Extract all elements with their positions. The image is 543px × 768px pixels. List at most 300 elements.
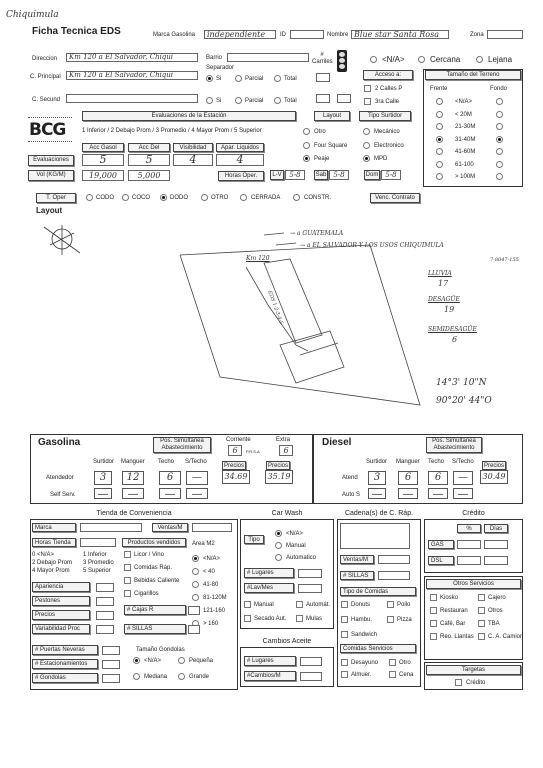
cw-manual-radio[interactable] [275,542,282,549]
targetas-title: Targetas [426,665,521,675]
dsl-auto-manguer[interactable]: — [398,488,418,499]
gond-pequena-radio[interactable] [178,657,185,664]
otros-label: Café, Bar [440,621,466,627]
dsl-surtidor-val[interactable]: 3 [368,471,386,485]
credito-gas-pct[interactable] [457,540,481,549]
area-radio[interactable] [192,568,199,575]
oper-dodo-label: DODO [170,195,188,201]
hambu-check[interactable] [341,616,348,623]
zona-label: Zona [470,32,484,38]
tipo-surtidor-button[interactable]: Tipo Surtidor [359,111,411,121]
gond-grande-label: Grande [189,674,210,680]
sep-parcial-label: Parcial [245,76,264,82]
otros-check[interactable] [478,620,485,627]
cw-na-label: <N/A> [286,531,304,537]
sketch-note-guatemala: → a GUATEMALA [290,230,344,237]
dsl-atend-label: Atend [342,475,358,481]
gas-precios1-header: Precios [223,463,244,469]
dsl-auto-surtidor[interactable]: — [368,488,386,499]
tienda-cajas-field[interactable] [188,606,200,615]
area-label: 41-80 [203,582,219,588]
frente-label: Frente [430,86,448,92]
credito-dsl-dias[interactable] [484,556,508,565]
dom-label: Dom [365,172,379,178]
sep2-total-label: Total [284,98,297,104]
hambu-label: Hambu. [351,617,373,623]
scale-2: 2 Debajo Prom [32,560,73,566]
otros-check[interactable] [430,607,437,614]
oper-otro-radio[interactable] [201,194,208,201]
oper-cerrada-radio[interactable] [240,194,247,201]
vol-gasol[interactable]: 19,000 [82,170,124,181]
sketch-pumps: EDS 1-2-3-4-5 [266,290,285,326]
cw-auto-radio[interactable] [275,554,282,561]
dsl-precios-header: Precios [483,463,504,469]
cw-lavmes-label: #Lav/Mes [244,583,294,593]
oper-coco-label: COCO [132,195,150,201]
sketch-coord-lat: 14°3' 10"N [436,378,487,388]
tienda-row-label: Variabilidad Proc [32,624,90,634]
venc-contrato-button[interactable]: Venc. Contrato [370,193,420,203]
gasolina-extra-label: Extra [276,437,291,443]
tienda-estac-field[interactable] [102,660,120,669]
gas-atendedor-label: Atendedor [46,475,74,481]
tienda-row-field[interactable] [96,597,114,606]
frente-radio[interactable] [436,161,443,168]
dsl-auto-stecho[interactable]: — [453,488,473,499]
credito-title: Crédito [424,509,523,520]
layout-label: Layout [36,206,63,215]
producto-label: Licor / Vino [134,552,164,558]
credito-dias-header: Días [484,524,508,533]
cadena-tipo-label: Tipo de Comidas [340,587,416,596]
tipo-otro-label: Otro [314,129,326,135]
gas-manguer-header: Manguer [121,459,145,465]
tienda-title: Tienda de Conveniencia [30,509,238,520]
tercera-calle-check[interactable] [364,98,371,105]
gas-precio2-val[interactable]: 35.19 [265,470,293,484]
cambios-title: Cambios Aceite [240,637,334,648]
carriles-label: # Carriles [312,52,333,65]
cw-secado-check-label: Secado Aut. [254,616,287,622]
tienda-tam-gond-label: Tamaño Gondolas [136,647,185,653]
tienda-marca-field[interactable] [80,523,142,532]
gasolina-pos: Pos. Simultanea Abastecimiento [153,437,211,453]
tienda-row-field[interactable] [96,625,114,634]
tienda-horas-label: Horas Tienda [32,538,76,547]
dos-calles-check[interactable] [364,85,371,92]
otros-check[interactable] [478,594,485,601]
gas-precios2-header: Precios [267,463,288,469]
scale-5: 5 Superior [83,568,111,574]
sep-total-radio[interactable] [274,75,281,82]
vol-del[interactable]: 5,000 [128,170,170,181]
pollo-check[interactable] [387,601,394,608]
sketch-desague-n: 19 [444,305,455,314]
visibilidad-header: Visibilidad [173,143,213,152]
vol-label: Vol (KG/M) [28,170,74,181]
fondo-radio[interactable] [496,111,503,118]
credito-gas-dias[interactable] [484,540,508,549]
sab-label: Sab [315,172,327,178]
terreno-title: Tamaño del Terreno [425,70,521,80]
desayuno-check[interactable] [341,659,348,666]
principal-field[interactable]: Km 120 a El Salvador, Chiqui [66,71,198,80]
oper-dodo-radio[interactable] [160,194,167,201]
terreno-size-label: 41-60M [455,149,476,155]
fondo-radio[interactable] [496,148,503,155]
dsl-auto-label: Auto S [342,492,361,498]
terreno-size-label: 61-100 [455,161,474,168]
tipo-peaje-radio[interactable] [303,155,310,162]
carriles3-field[interactable] [337,94,351,103]
sketch-semi-n: 6 [452,335,458,344]
tipo-otro-radio[interactable] [303,128,310,135]
gas-self-label: Self Serv. [50,492,76,498]
evaluaciones-row-label: Evaluaciones [28,155,74,166]
producto-label: Cigarillos [134,591,159,597]
carriles-field[interactable] [316,73,330,82]
surtidor-electronico-radio[interactable] [363,142,370,149]
area-radio[interactable] [192,594,199,601]
oper-constr-radio[interactable] [293,194,300,201]
otro-comida-label: Otro [399,660,411,666]
page-title: Ficha Tecnica EDS [32,26,121,37]
scale-0: 0 <N/A> [32,552,55,558]
dom-hours[interactable]: 5-8 [381,170,401,180]
tipo-four-square-label: Four Square [314,143,348,149]
producto-check[interactable] [124,551,131,558]
dsl-techo-val[interactable]: 6 [428,471,448,485]
tienda-gondolas-field[interactable] [102,674,120,683]
credito-pct-header: % [457,524,481,533]
eval-acc-gasol[interactable]: 5 [82,154,124,166]
cw-na-radio[interactable] [275,530,282,537]
tienda-puertas-field[interactable] [102,646,120,655]
sandwich-check[interactable] [341,631,348,638]
sketch-semi: SEMIDESAGÜE [428,326,477,333]
targeta-credito-label: Crédito [466,680,486,686]
cadena-ventas-label: Ventas/M [340,555,374,564]
gas-precio1-val[interactable]: 34.69 [222,470,250,484]
gond-na-label: <N/A> [144,658,162,664]
oper-coco-radio[interactable] [122,194,129,201]
nombre-label: Nombre [327,32,349,38]
marca-field[interactable]: independiente [204,30,276,39]
gas-stecho-val[interactable]: — [186,471,208,485]
secund-label: C. Secund [32,97,61,103]
producto-check[interactable] [124,577,131,584]
evaluaciones-title: Evaluaciones de la Estación [82,111,296,121]
gasolina-corriente-label: Corriente [226,437,251,443]
dos-calles-label: 2 Calles P [375,86,403,92]
oper-otro-label: OTRO [211,195,229,201]
donuts-label: Donuts [351,602,371,608]
cambios-cambios-label: #Cambios/M [244,671,296,681]
dsl-precio-val[interactable]: 30.49 [480,470,508,484]
area-label: <N/A> [203,556,221,562]
acceso-cercana-radio[interactable] [418,56,425,63]
tienda-row-label: Pestones [32,596,90,606]
gas-self-manguer[interactable]: — [122,488,144,499]
otros-check[interactable] [430,620,437,627]
gas-self-techo[interactable]: — [159,488,181,499]
gasolina-mid-label: P.R.S.A [246,449,260,454]
cadena-title: Cadena(s) de C. Ráp. [337,509,421,520]
gas-self-stecho[interactable]: — [186,488,208,499]
pollo-label: Pollo [397,602,411,608]
terreno-size-label: <N/A> [455,99,473,105]
carwash-tipo-label: Tipo [244,535,264,544]
sketch-km: Km 120 [246,255,270,262]
otros-label: TBA [488,621,500,627]
dsl-stecho-val[interactable]: — [453,471,473,485]
lv-label: L-V [270,170,284,180]
tienda-marca-label: Marca [32,523,76,532]
tienda-cajas-label: # Cajas R [124,605,186,615]
terreno-size-label: 31-40M [455,136,476,143]
sep-total-label: Total [284,76,297,82]
surtidor-mecanico-radio[interactable] [363,128,370,135]
direccion-field[interactable]: Km 120 a El Salvador, Chiqui [66,53,198,62]
tienda-ventas-label: Ventas/M [152,523,188,532]
otros-label: C. A. Camion [488,634,524,640]
cena-label: Cena [399,672,414,678]
cw-manual-check[interactable] [244,601,251,608]
gas-manguer-val[interactable]: 12 [122,471,144,485]
sep2-si-radio[interactable] [206,97,213,104]
tipo-peaje-label: Peaje [314,156,330,162]
tienda-estac-label: # Estacionamientos [32,659,98,669]
lv-hours[interactable]: 5-8 [285,170,305,180]
barrio-field[interactable] [227,53,309,62]
frente-radio[interactable] [436,98,443,105]
gas-self-surtidor[interactable]: — [94,488,112,499]
acceso-lejana-radio[interactable] [476,56,483,63]
producto-check[interactable] [124,590,131,597]
sketch-note-salvador: → a EL SALVADOR Y LOS USOS CHIQUIMULA [300,242,444,249]
otros-label: Otros [488,608,503,614]
corner-note: Chiquimula [6,10,59,20]
area-label: < 40 [203,569,215,575]
fondo-radio[interactable] [496,161,503,168]
bcg-logo: BCG [28,117,72,143]
sep2-si-label: Si [216,98,222,104]
sketch-desague: DESAGÜE [428,296,460,303]
sketch-lluvia-n: 17 [438,279,449,288]
sketch-lluvia: LLUVIA [428,270,452,277]
dsl-auto-techo[interactable]: — [428,488,448,499]
tipo-four-square-radio[interactable] [303,142,310,149]
eval-acc-del[interactable]: 5 [128,154,170,166]
carriles2-field[interactable] [316,94,330,103]
acceso-button[interactable]: Acceso a: [363,70,413,80]
layout-button[interactable]: Layout [314,111,350,121]
fondo-radio[interactable] [496,173,503,180]
donuts-check[interactable] [341,601,348,608]
acceso-cercana-label: Cercana [430,55,461,64]
gond-na-radio[interactable] [133,657,140,664]
dsl-surtidor-header: Surtidor [366,459,388,465]
acceso-na-label: <N/A> [382,55,405,64]
direccion-label: Direccion [32,56,58,62]
tienda-productos-label: Productos vendidos [122,538,186,547]
gas-stecho-header: S/Techo [185,459,207,465]
cw-lugares-field[interactable] [298,569,322,578]
tienda-row-field[interactable] [96,611,114,620]
sep2-total-radio[interactable] [274,97,281,104]
eval-apar-liquidos[interactable]: 4 [216,154,264,166]
almuer-check[interactable] [341,671,348,678]
dsl-manguer-val[interactable]: 6 [398,471,418,485]
acceso-na-radio[interactable] [370,56,377,63]
scale-3: 3 Promedio [83,560,114,566]
frente-radio[interactable] [436,136,443,143]
cw-secado-check[interactable] [244,615,251,622]
cw-automat-check-label: Automát. [306,602,331,608]
gond-mediana-radio[interactable] [133,673,140,680]
otros-check[interactable] [478,607,485,614]
sep-si-label: Si [216,76,222,82]
marca-label: Marca Gasolina [153,32,196,38]
gasolina-extra-field[interactable]: 6 [279,445,293,456]
eval-visibilidad[interactable]: 4 [173,154,213,166]
terreno-size-label: > 100M [455,174,476,180]
cw-automat-check[interactable] [296,601,303,608]
cambios-lugares-field[interactable] [300,657,322,666]
zona-field[interactable] [487,30,523,39]
dsl-manguer-header: Manguer [396,459,420,465]
fondo-radio[interactable] [496,123,503,130]
eval-scale: 1 Inferior / 2 Debajo Prom / 3 Promedio / 4 Mayor Prom / 5 Superior [82,128,262,134]
tienda-sillas-label: # SILLAS [124,624,186,634]
almuer-label: Almuer. [351,672,372,678]
principal-label: C. Principal [30,74,61,80]
gasolina-corriente-field[interactable]: 6 [228,445,242,456]
cw-manual-label: Manual [286,543,306,549]
area-label: > 160 [203,621,219,627]
sandwich-label: Sandwich [351,632,378,638]
producto-label: Bebidas Caliente [134,578,180,584]
apar-liquidos-header: Apar. Liquidos [216,143,264,152]
sep-si-radio[interactable] [206,75,213,82]
frente-radio[interactable] [436,148,443,155]
tienda-row-label: Apariencia [32,582,90,592]
fondo-radio[interactable] [496,136,503,143]
cadena-ventas-field[interactable] [378,555,410,564]
credito-dsl-pct[interactable] [457,556,481,565]
cw-lavmes-field[interactable] [298,584,322,593]
sep2-parcial-label: Parcial [245,98,264,104]
dsl-stecho-header: S/Techo [452,459,474,465]
otros-check[interactable] [430,633,437,640]
terreno-size-label: < 20M [455,111,472,118]
pizza-label: Pizza [397,617,412,623]
cena-check[interactable] [389,671,396,678]
id-label: ID [280,32,286,38]
cw-manual-check-label: Manual [254,602,274,608]
area-label: 121-160 [203,608,226,614]
cw-mulas-check[interactable] [296,615,303,622]
oper-codo-radio[interactable] [86,194,93,201]
acc-del-header: Acc Del [128,143,170,152]
sep-parcial-radio[interactable] [235,75,242,82]
tienda-horas-field[interactable] [80,538,116,547]
area-radio[interactable] [192,555,199,562]
gas-surtidor-header: Surtidor [93,459,115,465]
oper-cerrada-label: CERRADA [251,195,281,201]
cadena-names-field[interactable] [340,523,410,549]
cw-auto-label: Automatico [286,555,317,561]
gond-mediana-label: Mediana [144,674,168,680]
area-label: 81-120M [203,595,227,601]
tienda-area-label: Area M2 [192,541,215,547]
diesel-pos: Pos. Simultanea Abastecimiento [426,437,482,453]
sketch-phone: 7-8047-155 [490,257,519,263]
tienda-sillas-field[interactable] [188,625,200,634]
tienda-row-label: Precios [32,610,90,620]
frente-radio[interactable] [436,111,443,118]
credito-gas-label: GAS [428,540,454,549]
targeta-credito-check[interactable] [455,679,462,686]
surtidor-mpd-label: MPD [374,156,388,162]
tienda-puertas-label: # Puertas Neveras [32,645,98,655]
tienda-ventas-field[interactable] [192,523,232,532]
otros-check[interactable] [430,594,437,601]
area-radio[interactable] [192,581,199,588]
cambios-lugares-label: # Lugares [244,656,296,666]
acceso-lejana-label: Lejana [488,55,513,64]
secund-field[interactable] [66,94,198,103]
sab-hours[interactable]: 5-8 [329,170,349,180]
gas-techo-header: Techo [158,459,175,465]
sep2-parcial-radio[interactable] [235,97,242,104]
oper-codo-label: CODO [96,195,114,201]
frente-radio[interactable] [436,123,443,130]
cambios-cambios-field[interactable] [300,672,322,681]
producto-check[interactable] [124,564,131,571]
otros-label: Cajero [488,595,506,601]
nombre-field[interactable]: Blue star Santa Rosa [351,30,449,39]
cw-mulas-check-label: Mulas [306,616,323,622]
carwash-title: Car Wash [240,509,334,520]
traffic-light-icon [337,50,347,72]
tercera-calle-label: 3ra Calle [375,99,400,105]
id-field[interactable] [290,30,324,39]
cadena-sillas-field[interactable] [378,571,410,580]
barrio-label: Barrio [206,55,223,61]
scale-4: 4 Mayor Prom [32,568,70,574]
otros-title: Otros Servicios [426,579,521,589]
gond-pequena-label: Pequeña [189,658,214,664]
gas-techo-val[interactable]: 6 [159,471,181,485]
otro-comida-check[interactable] [389,659,396,666]
gond-grande-radio[interactable] [178,673,185,680]
dsl-techo-header: Techo [428,459,445,465]
tienda-row-field[interactable] [96,583,114,592]
pizza-check[interactable] [387,616,394,623]
surtidor-mpd-radio[interactable] [363,155,370,162]
otros-label: Kiosko [440,595,459,601]
compass-icon [44,225,80,255]
sketch-coord-lon: 90°20' 44"O [436,396,492,406]
gas-surtidor-val[interactable]: 3 [94,471,112,485]
otros-check[interactable] [478,633,485,640]
fondo-radio[interactable] [496,98,503,105]
terreno-size-label: 21-30M [455,124,476,130]
credito-dsl-label: DSL [428,556,454,565]
frente-radio[interactable] [436,173,443,180]
